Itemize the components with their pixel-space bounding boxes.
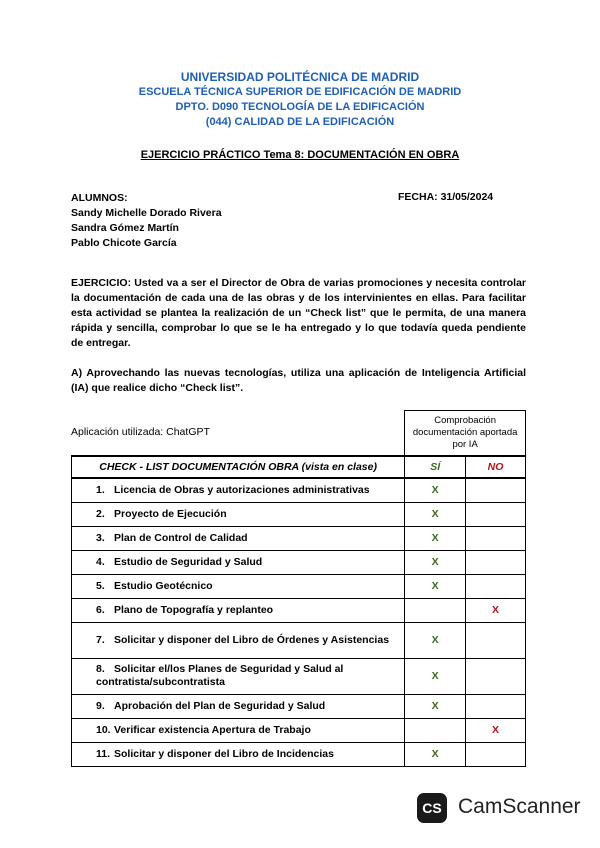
item-cell xyxy=(72,574,405,598)
yes-cell: X xyxy=(405,502,466,526)
no-cell: X xyxy=(466,718,526,742)
table-row xyxy=(72,622,526,658)
exercise-title: EJERCICIO PRÁCTICO Tema 8: DOCUMENTACIÓN EN OBRA xyxy=(140,149,460,161)
item-label: Solicitar y disponer del Libro de Órdenes y Asistencias xyxy=(114,633,390,646)
item-cell xyxy=(72,742,405,766)
item-label: Solicitar el/los Planes de Seguridad y Salud al contratista/subcontratista xyxy=(96,663,344,688)
no-cell xyxy=(466,550,526,574)
part-a-paragraph: A) Aprovechando las nuevas tecnologías, utiliza una aplicación de Inteligencia Artificial (IA) que realice dicho “Check list”. xyxy=(71,367,526,394)
table-row xyxy=(72,526,526,550)
item-cell xyxy=(72,718,405,742)
yes-header: SÍ xyxy=(405,456,466,478)
item-label: Estudio de Seguridad y Salud xyxy=(114,555,263,568)
item-number: 3. xyxy=(96,531,105,544)
department-name: DPTO. D090 TECNOLOGÍA DE LA EDIFICACIÓN xyxy=(175,101,425,113)
item-cell xyxy=(72,526,405,550)
no-cell xyxy=(466,694,526,718)
students-block xyxy=(71,191,222,251)
item-number: 8. xyxy=(96,663,105,675)
yes-cell xyxy=(405,598,466,622)
item-cell xyxy=(72,694,405,718)
camscanner-logo-icon: CS xyxy=(417,793,447,823)
student-name: Pablo Chicote García xyxy=(71,237,177,249)
yes-cell: X xyxy=(405,526,466,550)
yes-cell: X xyxy=(405,478,466,502)
no-header: NO xyxy=(466,456,526,478)
item-cell xyxy=(72,598,405,622)
item-label: Proyecto de Ejecución xyxy=(114,507,227,520)
table-row xyxy=(72,502,526,526)
item-label: Estudio Geotécnico xyxy=(114,579,213,592)
table-row xyxy=(72,718,526,742)
item-number: 11. xyxy=(96,747,111,760)
exercise-paragraph: EJERCICIO: Usted va a ser el Director de Obra de varias promociones y necesita controlar la documentación de cada una de las obras y de los intervinientes en ellas. Para facilitar esta actividad se plantea la realización de un “Check list” que le permita, de una manera rápida y sencilla, comprobar lo que se le ha entregado y lo que todavía queda pendiente de entregar. xyxy=(71,277,526,349)
item-number: 5. xyxy=(96,579,105,592)
item-number: 1. xyxy=(96,483,105,496)
yes-cell: X xyxy=(405,622,466,658)
checklist-table xyxy=(71,410,526,767)
item-cell xyxy=(72,502,405,526)
item-cell xyxy=(72,622,405,658)
yes-cell: X xyxy=(405,550,466,574)
student-name: Sandra Gómez Martín xyxy=(71,222,179,234)
item-label: Plan de Control de Calidad xyxy=(114,531,248,544)
no-cell: X xyxy=(466,598,526,622)
checklist-title: CHECK - LIST DOCUMENTACIÓN OBRA (vista en clase) xyxy=(72,456,405,478)
document-header xyxy=(0,70,600,130)
yes-cell xyxy=(405,718,466,742)
item-label: Solicitar y disponer del Libro de Incidencias xyxy=(114,747,334,760)
comprobacion-header: Comprobación documentación aportada por IA xyxy=(405,411,526,457)
school-name: ESCUELA TÉCNICA SUPERIOR DE EDIFICACIÓN DE MADRID xyxy=(138,86,462,98)
item-number: 7. xyxy=(96,633,105,646)
students-label: ALUMNOS: xyxy=(71,192,128,204)
no-cell xyxy=(466,742,526,766)
item-cell xyxy=(72,658,405,694)
item-number: 9. xyxy=(96,699,105,712)
item-label: Aprobación del Plan de Seguridad y Salud xyxy=(114,699,326,712)
item-label: Verificar existencia Apertura de Trabajo xyxy=(114,723,311,736)
no-cell xyxy=(466,658,526,694)
no-cell xyxy=(466,526,526,550)
table-title-row xyxy=(72,456,526,478)
table-row xyxy=(72,694,526,718)
date: FECHA: 31/05/2024 xyxy=(398,191,494,203)
item-number: 6. xyxy=(96,603,105,616)
item-cell xyxy=(72,478,405,502)
yes-cell: X xyxy=(405,742,466,766)
item-label: Licencia de Obras y autorizaciones administrativas xyxy=(114,483,370,496)
table-row xyxy=(72,598,526,622)
item-number: 2. xyxy=(96,507,105,520)
no-cell xyxy=(466,574,526,598)
yes-cell: X xyxy=(405,694,466,718)
table-row xyxy=(72,742,526,766)
table-row xyxy=(72,658,526,694)
table-row xyxy=(72,478,526,502)
table-row xyxy=(72,550,526,574)
no-cell xyxy=(466,502,526,526)
item-cell xyxy=(72,550,405,574)
camscanner-wordmark: CamScanner xyxy=(458,795,581,818)
item-label: Plano de Topografía y replanteo xyxy=(114,603,274,616)
no-cell xyxy=(466,478,526,502)
yes-cell: X xyxy=(405,658,466,694)
student-name: Sandy Michelle Dorado Rivera xyxy=(71,207,222,219)
app-used-label: Aplicación utilizada: ChatGPT xyxy=(71,426,210,438)
item-number: 4. xyxy=(96,555,105,568)
item-number: 10. xyxy=(96,723,111,736)
university-name: UNIVERSIDAD POLITÉCNICA DE MADRID xyxy=(180,70,420,84)
table-head-row xyxy=(72,411,526,457)
table-row xyxy=(72,574,526,598)
no-cell xyxy=(466,622,526,658)
course-name: (044) CALIDAD DE LA EDIFICACIÓN xyxy=(205,116,395,128)
yes-cell: X xyxy=(405,574,466,598)
